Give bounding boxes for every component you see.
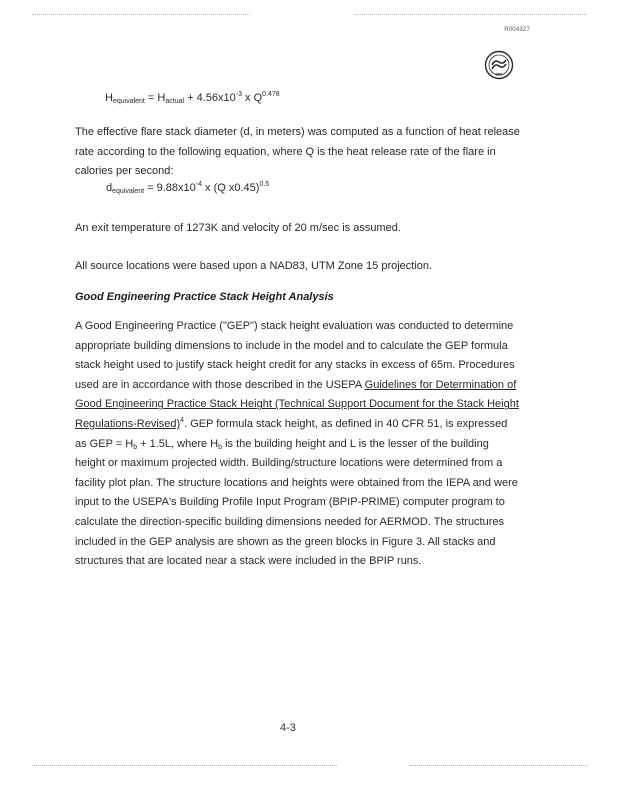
paragraph-source-locations: All source locations were based upon a NAD83, UTM Zone 15 projection. [75,260,433,272]
paragraph-flare-diameter: The effective flare stack diameter (d, in meters) was computed as a function of heat release rate according to the following equation, where Q is the heat release rate of the flare in calories per second: [75,126,520,178]
paragraph-exit-conditions: An exit temperature of 1273K and velocity of 20 m/sec is assumed. [75,222,401,234]
top-dotted-border-right [355,14,587,15]
section-heading-gep: Good Engineering Practice Stack Height Analysis [75,291,334,303]
paragraph-gep-analysis: A Good Engineering Practice ("GEP") stack height evaluation was conducted to determine appropriate building dimensions to include in the model and to calculate the GEP formula stack height used to justify stack height credit for any stacks in excess of 65m. Procedures used are in accordance with those described in the USEPA Guidelines for Determination of Good Engineering Practice Stack Height (Technical Support Document for the Stack Height Regulations-Revised)$^4$. GEP formula stack height, as defined in 40 CFR 51, is expressed as GEP = $H_b + 1.5L$, where $H_b$ is the building height and L is the lesser of the building height or maximum projected width. Building/structure locations were determined from a facility plot plan. The structure locations and heights were obtained from the IEPA and were input to the USEPA's Building Profile Input Program (BPIP-PRIME) computer program to calculate the direction-specific building dimensions needed for AERMOD. The structures included in the GEP analysis are shown as the green blocks in Figure 3. All stacks and structures that are located near a stack were included in the BPIP runs. [75,320,519,568]
stamp-text: EPA [495,72,503,77]
equation-stack-height: $H_{equivalent} = H_{actual} + 4.56x10^{-3}$ x $Q^{0.478}$ [105,91,280,105]
agency-stamp-icon [484,50,514,80]
document-id: R004327 [504,27,530,33]
page-number: 4-3 [280,722,296,734]
bottom-dotted-border-right [410,765,588,766]
top-dotted-border-left [32,14,250,15]
guidelines-reference-link[interactable]: Guidelines for Determination of Good Engineering Practice Stack Height (Technical Support Document for the Stack Height Regulations-Revised) [75,378,519,430]
footnote-marker: 4 [180,416,185,424]
equation-stack-diameter: $d_{equivalent} = 9.88x10^{-4}$ x (Q x0.45)$^{0.5}$ [106,181,270,195]
bottom-dotted-border-left [32,765,337,766]
